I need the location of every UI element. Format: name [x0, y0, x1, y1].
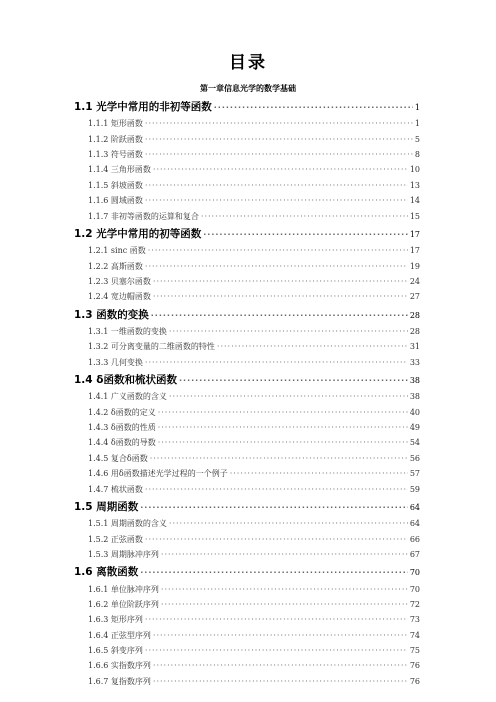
dot-leader — [145, 196, 408, 205]
toc-subsection-entry[interactable] — [74, 484, 420, 499]
dot-leader — [145, 150, 413, 159]
toc-entry-label: 1.3.2 可分离变量的二维函数的特性 — [88, 342, 215, 352]
toc-entry-label: 1.4.5 复合δ函数 — [88, 453, 148, 463]
toc-entry-label: 1.6.2 单位阶跃序列 — [88, 599, 159, 609]
toc-entry-label: 1.1.7 非初等函数的运算和复合 — [88, 211, 199, 221]
toc-page-number: 76 — [409, 676, 420, 686]
toc-subsection-entry[interactable] — [74, 391, 420, 406]
toc-page-number: 64 — [409, 519, 420, 529]
chapter-subtitle: 第一章信息光学的数学基础 — [200, 83, 296, 93]
toc-page-number: 14 — [409, 196, 420, 206]
toc-subsection-entry[interactable] — [74, 630, 420, 645]
toc-subsection-entry[interactable] — [74, 549, 420, 564]
toc-page-number: 17 — [409, 229, 420, 239]
toc-entry-label: 1.4.6 用δ函数描述光学过程的一个例子 — [88, 469, 228, 479]
dot-leader — [145, 646, 408, 655]
toc-page-number: 70 — [409, 568, 420, 578]
toc-page-number: 13 — [409, 180, 420, 190]
toc-page-number: 57 — [409, 469, 420, 479]
toc-entry-label: 1.3.1 一维函数的变换 — [88, 326, 167, 336]
dot-leader — [145, 262, 408, 271]
toc-subsection-entry[interactable] — [74, 584, 420, 599]
table-of-contents — [74, 99, 420, 691]
dot-leader — [153, 631, 408, 640]
dot-leader — [153, 165, 408, 174]
toc-entry-label: 1.3 函数的变换 — [74, 308, 149, 321]
toc-page-number: 33 — [409, 357, 420, 367]
toc-subsection-entry[interactable] — [74, 149, 420, 164]
dot-leader — [169, 519, 408, 528]
dot-leader — [145, 119, 413, 128]
dot-leader — [145, 535, 408, 544]
toc-subsection-entry[interactable] — [74, 645, 420, 660]
toc-page-number: 5 — [414, 134, 420, 144]
toc-entry-label: 1.4.7 梳状函数 — [88, 484, 143, 494]
toc-entry-label: 1.1.6 圆域函数 — [88, 196, 143, 206]
dot-leader — [203, 230, 408, 239]
toc-section-entry[interactable] — [74, 499, 420, 518]
toc-page-number: 27 — [409, 292, 420, 302]
dot-leader — [161, 600, 408, 609]
toc-subsection-entry[interactable] — [74, 211, 420, 226]
dot-leader — [158, 408, 408, 417]
toc-page-number: 15 — [409, 211, 420, 221]
toc-page-number: 1 — [414, 103, 420, 112]
toc-section-entry[interactable] — [74, 564, 420, 583]
dot-leader — [153, 661, 408, 670]
dot-leader — [158, 438, 408, 447]
toc-entry-label: 1.1.4 三角形函数 — [88, 165, 151, 175]
dot-leader — [230, 469, 408, 478]
dot-leader — [161, 550, 408, 559]
toc-entry-label: 1.6.7 复指数序列 — [88, 676, 151, 686]
toc-entry-label: 1.1.3 符号函数 — [88, 149, 143, 159]
dot-leader — [145, 358, 408, 367]
toc-entry-label: 1.1.5 斜坡函数 — [88, 180, 143, 190]
dot-leader — [169, 327, 408, 336]
toc-subsection-entry[interactable] — [74, 453, 420, 468]
toc-entry-label: 1.6.3 矩形序列 — [88, 615, 143, 625]
toc-page-number: 19 — [409, 261, 420, 271]
toc-subsection-entry[interactable] — [74, 164, 420, 179]
toc-page-number: 1 — [414, 119, 420, 129]
dot-leader — [169, 392, 408, 401]
toc-entry-label: 1.5.3 周期脉冲序列 — [88, 549, 159, 559]
toc-section-entry[interactable] — [74, 99, 420, 118]
toc-page-number: 56 — [409, 453, 420, 463]
toc-subsection-entry[interactable] — [74, 341, 420, 356]
toc-entry-label: 1.2.1 sinc 函数 — [88, 246, 146, 256]
dot-leader — [145, 485, 408, 494]
toc-page-number: 10 — [409, 165, 420, 175]
toc-subsection-entry[interactable] — [74, 118, 420, 133]
toc-entry-label: 1.2.3 贝塞尔函数 — [88, 276, 151, 286]
dot-leader — [151, 311, 408, 320]
toc-subsection-entry[interactable] — [74, 422, 420, 437]
toc-page-number: 24 — [409, 276, 420, 286]
toc-page-number: 38 — [409, 376, 420, 386]
toc-page-number: 59 — [409, 484, 420, 494]
toc-page-number: 40 — [409, 407, 420, 417]
toc-section-entry[interactable] — [74, 307, 420, 326]
dot-leader — [145, 181, 408, 190]
toc-page-number: 49 — [409, 423, 420, 432]
dot-leader — [140, 568, 408, 577]
toc-page-number: 28 — [409, 326, 420, 336]
toc-page-number: 66 — [409, 534, 420, 544]
dot-leader — [153, 677, 408, 686]
toc-page-number: 38 — [409, 392, 420, 402]
toc-entry-label: 1.4.4 δ函数的导数 — [88, 438, 156, 448]
toc-entry-label: 1.5.2 正弦函数 — [88, 534, 143, 544]
dot-leader — [145, 615, 408, 624]
toc-entry-label: 1.6 离散函数 — [74, 566, 139, 579]
toc-subsection-entry[interactable] — [74, 134, 420, 149]
toc-entry-label: 1.4.3 δ函数的性质 — [88, 423, 156, 432]
toc-subsection-entry[interactable] — [74, 614, 420, 629]
toc-page-number: 75 — [409, 646, 420, 656]
toc-subsection-entry[interactable] — [74, 518, 420, 533]
dot-leader — [158, 423, 408, 432]
toc-entry-label: 1.4.2 δ函数的定义 — [88, 407, 156, 417]
dot-leader — [217, 342, 408, 351]
toc-entry-label: 1.2 光学中常用的初等函数 — [74, 227, 202, 240]
toc-entry-label: 1.3.3 几何变换 — [88, 357, 143, 367]
dot-leader — [148, 246, 408, 255]
dot-leader — [145, 135, 413, 144]
toc-subsection-entry[interactable] — [74, 534, 420, 549]
dot-leader — [140, 503, 408, 512]
toc-entry-label: 1.1 光学中常用的非初等函数 — [74, 101, 212, 113]
toc-entry-label: 1.4 δ函数和梳状函数 — [74, 374, 177, 387]
toc-subsection-entry[interactable] — [74, 180, 420, 195]
dot-leader — [201, 212, 408, 221]
toc-entry-label: 1.1.2 阶跃函数 — [88, 134, 143, 144]
toc-page-number: 74 — [409, 630, 420, 640]
toc-section-entry[interactable] — [74, 372, 420, 391]
toc-subsection-entry[interactable] — [74, 357, 420, 372]
toc-page-number: 72 — [409, 599, 420, 609]
toc-subsection-entry[interactable] — [74, 599, 420, 614]
toc-page-number: 64 — [409, 502, 420, 512]
toc-subsection-entry[interactable] — [74, 407, 420, 422]
toc-subsection-entry[interactable] — [74, 276, 420, 291]
toc-subsection-entry[interactable] — [74, 326, 420, 341]
page-title: 目录 — [229, 53, 267, 73]
toc-subsection-entry[interactable] — [74, 676, 420, 691]
toc-page-number: 8 — [414, 149, 420, 159]
dot-leader — [153, 292, 408, 301]
toc-page-number: 54 — [409, 438, 420, 448]
toc-page-number: 31 — [409, 342, 420, 352]
toc-entry-label: 1.5 周期函数 — [74, 500, 139, 513]
toc-page-number: 76 — [409, 661, 420, 671]
toc-subsection-entry[interactable] — [74, 261, 420, 276]
toc-entry-label: 1.2.4 宽边帽函数 — [88, 292, 151, 302]
toc-page-number: 17 — [409, 246, 420, 256]
toc-page-number: 70 — [409, 584, 420, 594]
toc-subsection-entry[interactable] — [74, 291, 420, 306]
toc-page-number: 28 — [409, 310, 420, 320]
toc-section-entry[interactable] — [74, 226, 420, 245]
toc-entry-label: 1.6.6 实指数序列 — [88, 661, 151, 671]
toc-entry-label: 1.6.4 正弦型序列 — [88, 630, 151, 640]
dot-leader — [161, 585, 408, 594]
toc-page-number: 67 — [409, 549, 420, 559]
toc-subsection-entry[interactable] — [74, 195, 420, 210]
dot-leader — [214, 103, 413, 112]
toc-entry-label: 1.6.5 斜变序列 — [88, 646, 143, 656]
toc-entry-label: 1.5.1 周期函数的含义 — [88, 519, 167, 529]
toc-page-number: 73 — [409, 615, 420, 625]
toc-subsection-entry[interactable] — [74, 437, 420, 452]
dot-leader — [179, 376, 408, 385]
toc-entry-label: 1.4.1 广义函数的含义 — [88, 392, 167, 402]
toc-subsection-entry[interactable] — [74, 468, 420, 483]
dot-leader — [150, 454, 408, 463]
toc-subsection-entry[interactable] — [74, 245, 420, 260]
toc-entry-label: 1.2.2 高斯函数 — [88, 261, 143, 271]
toc-subsection-entry[interactable] — [74, 660, 420, 675]
toc-entry-label: 1.1.1 矩形函数 — [88, 119, 143, 129]
toc-entry-label: 1.6.1 单位脉冲序列 — [88, 584, 159, 594]
dot-leader — [153, 277, 408, 286]
